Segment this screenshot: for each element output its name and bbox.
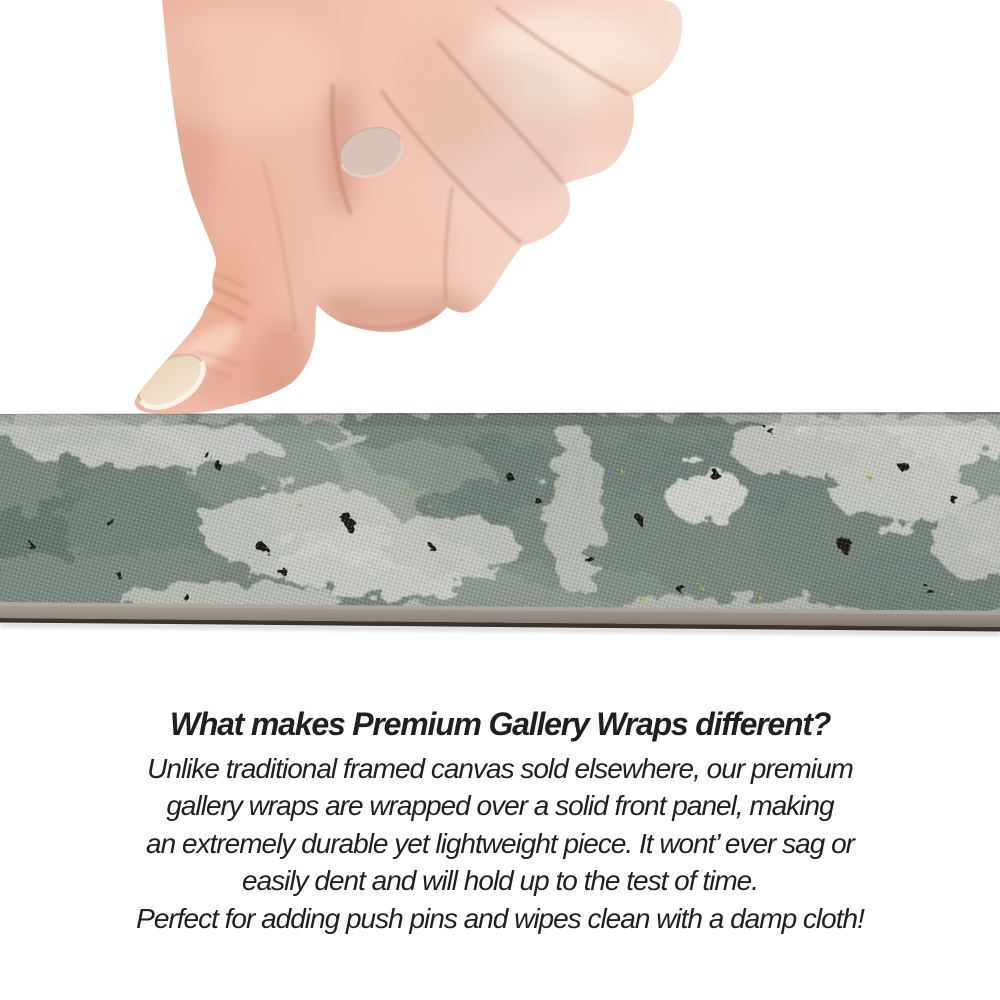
hand-photo — [100, 0, 720, 420]
description-block — [0, 704, 1000, 937]
heading: What makes Premium Gallery Wraps different? — [169, 706, 831, 742]
canvas-edge-photo — [0, 406, 1000, 641]
body-line-1: Unlike traditional framed canvas sold elsewhere, our premium — [147, 753, 853, 784]
body-line-2: gallery wraps are wrapped over a solid front panel, making — [166, 790, 834, 822]
body-line-5: Perfect for adding push pins and wipes clean with a damp cloth! — [136, 902, 864, 934]
body-line-4: easily dent and will hold up to the test of time. — [242, 865, 758, 897]
body-line-3: an extremely durable yet lightweight piece. It wont’ ever sag or — [146, 827, 854, 859]
